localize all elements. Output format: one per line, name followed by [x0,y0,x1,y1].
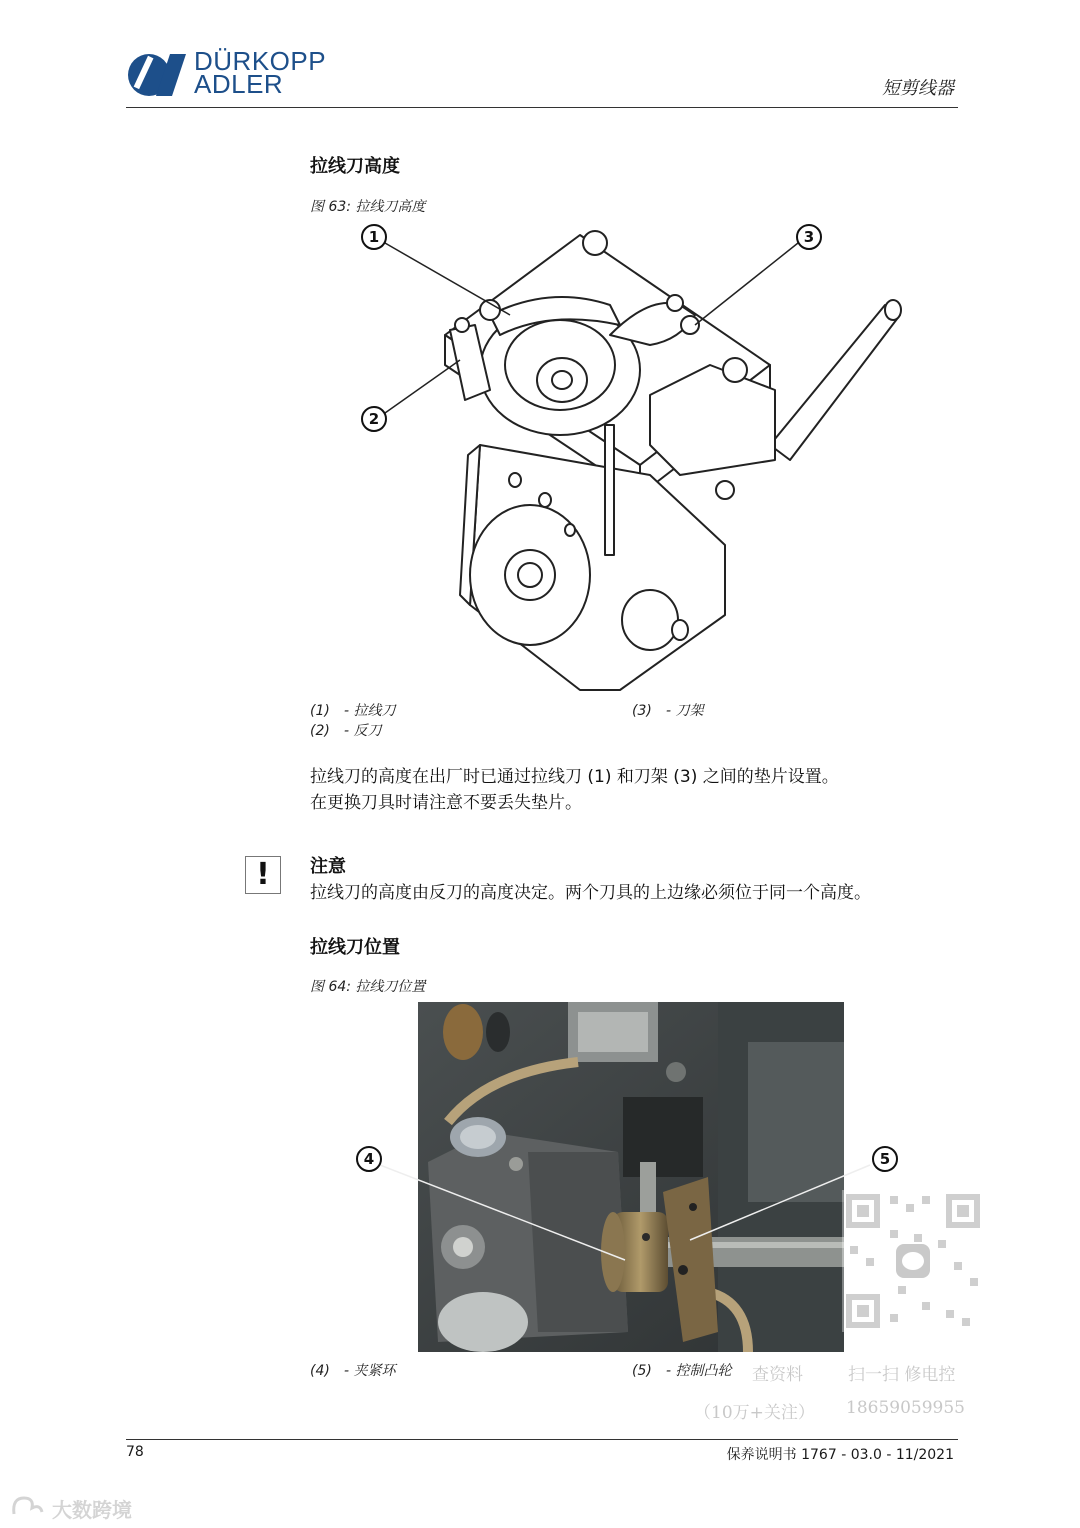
figure64-leaders [350,1140,910,1270]
legend-item-4 [310,1360,396,1380]
legend-label: - 拉线刀 [344,703,396,719]
watermark-text-1: 查资料 [752,1365,803,1385]
figure64-caption: 图 64: 拉线刀位置 [310,979,426,995]
header-section-title: 短剪线器 [882,78,954,99]
legend-label: - 刀架 [666,703,704,719]
figure63-drawing [350,215,910,700]
callout-4: 4 [356,1146,382,1172]
legend-label: - 控制凸轮 [666,1363,732,1379]
header-divider [126,107,958,108]
paragraph-line-1: 拉线刀的高度在出厂时已通过拉线刀 (1) 和刀架 (3) 之间的垫片设置。 [310,767,839,787]
legend-num: (5) [632,1363,652,1379]
logo-line1: DÜRKOPP [194,46,327,76]
legend-item-1 [310,700,396,720]
warning-icon: ! [245,856,281,894]
watermark-text-3: （10万+关注） [694,1403,815,1423]
legend-num: (2) [310,723,330,739]
notice-text: 拉线刀的高度由反刀的高度决定。两个刀具的上边缘必须位于同一个高度。 [310,883,871,903]
brand-logo-icon [10,1494,46,1518]
section2-heading: 拉线刀位置 [310,937,400,958]
qr-code-icon [842,1190,984,1332]
footer-divider [126,1439,958,1440]
logo-line2: ADLER [194,69,284,99]
legend-num: (3) [632,703,652,719]
legend-label: - 反刀 [344,723,382,739]
section1-paragraph [310,764,839,816]
legend-label: - 夹紧环 [344,1363,396,1379]
section1-heading: 拉线刀高度 [310,156,400,177]
logo-icon [126,52,188,98]
legend-num: (4) [310,1363,330,1379]
callout-3: 3 [796,224,822,250]
page-number: 78 [126,1444,144,1460]
callout-1: 1 [361,224,387,250]
paragraph-line-2: 在更换刀具时请注意不要丢失垫片。 [310,793,582,813]
callout-5: 5 [872,1146,898,1172]
watermark-text-4: 18659059955 [846,1398,965,1418]
logo-text [194,46,327,99]
brand-watermark: 大数跨境 [52,1498,132,1522]
legend-item-5 [632,1360,732,1380]
legend-num: (1) [310,703,330,719]
callout-2: 2 [361,406,387,432]
legend-item-2 [310,720,382,740]
watermark-text-2: 扫一扫 修电控 [848,1365,956,1385]
legend-item-3 [632,700,704,720]
document-info: 保养说明书 1767 - 03.0 - 11/2021 [726,1447,954,1463]
notice-title: 注意 [310,856,346,877]
figure63-caption: 图 63: 拉线刀高度 [310,199,426,215]
